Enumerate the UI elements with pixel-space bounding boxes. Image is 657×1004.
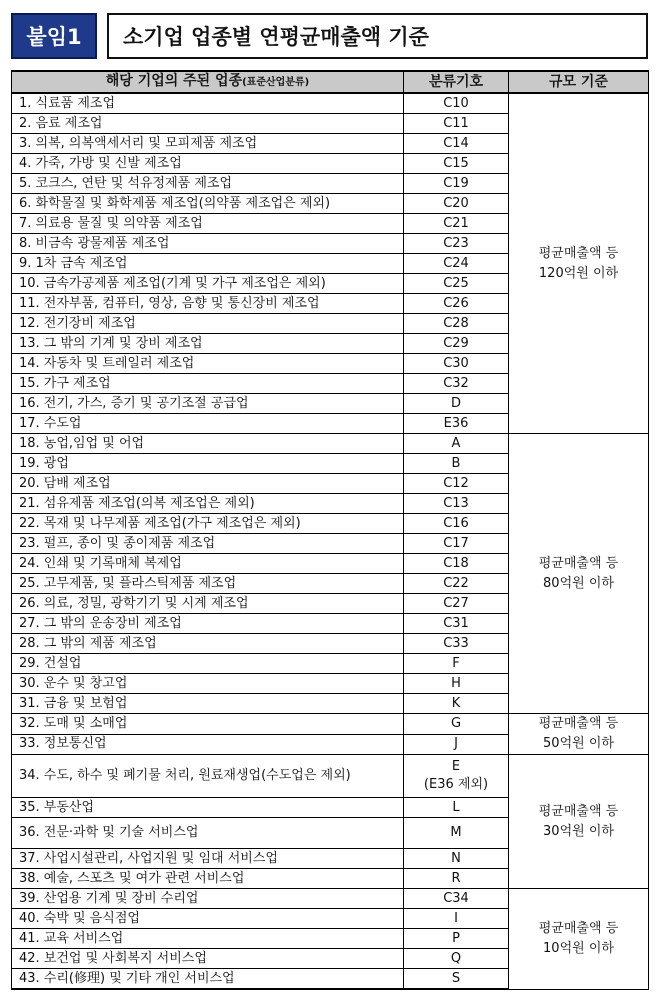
code-cell — [404, 294, 509, 314]
code-value: C34 — [443, 890, 469, 906]
code-value: C15 — [443, 155, 469, 171]
code-cell — [404, 674, 509, 694]
header-code: 분류기호 — [404, 71, 509, 93]
industry-cell: 17. 수도업 — [12, 414, 404, 434]
code-cell — [404, 929, 509, 949]
industry-cell: 10. 금속가공제품 제조업(기계 및 가구 제조업은 제외) — [12, 274, 404, 294]
code-cell — [404, 174, 509, 194]
code-cell — [404, 514, 509, 534]
code-cell — [404, 374, 509, 394]
code-cell — [404, 714, 509, 735]
header-industry-note: (표준산업분류) — [242, 77, 310, 88]
industry-cell: 11. 전자부품, 컴퓨터, 영상, 음향 및 통신장비 제조업 — [12, 294, 404, 314]
table-row — [12, 714, 649, 735]
industry-cell: 14. 자동차 및 트레일러 제조업 — [12, 354, 404, 374]
code-value: C29 — [443, 335, 469, 351]
code-value: E — [451, 759, 461, 774]
industry-cell: 25. 고무제품, 및 플라스틱제품 제조업 — [12, 574, 404, 594]
table-row — [12, 93, 649, 114]
industry-cell: 21. 섬유제품 제조업(의복 제조업은 제외) — [12, 494, 404, 514]
code-cell — [404, 798, 509, 818]
code-value: C21 — [443, 215, 469, 231]
code-value: G — [450, 715, 462, 731]
size-standard-cell — [509, 93, 649, 434]
industry-cell: 1. 식료품 제조업 — [12, 93, 404, 114]
code-value: K — [451, 695, 461, 711]
industry-cell: 2. 음료 제조업 — [12, 114, 404, 134]
code-cell — [404, 154, 509, 174]
code-value: C11 — [443, 115, 469, 131]
standard-line2: 120억원 이하 — [538, 265, 619, 281]
industry-cell: 23. 펄프, 종이 및 종이제품 제조업 — [12, 534, 404, 554]
code-cell — [404, 534, 509, 554]
code-cell — [404, 574, 509, 594]
industry-cell: 20. 담배 제조업 — [12, 474, 404, 494]
code-value: C27 — [443, 595, 469, 611]
code-value: M — [450, 825, 462, 840]
code-cell — [404, 594, 509, 614]
industry-cell: 37. 사업시설관리, 사업지원 및 임대 서비스업 — [12, 849, 404, 869]
code-value: C20 — [443, 195, 469, 211]
header-industry-label: 해당 기업의 주된 업종 — [105, 73, 243, 89]
code-cell — [404, 93, 509, 114]
code-cell — [404, 654, 509, 674]
code-value: I — [454, 910, 458, 926]
standard-line1: 평균매출액 등 — [538, 803, 619, 819]
code-value: B — [451, 455, 461, 471]
code-cell — [404, 434, 509, 454]
table-row — [12, 755, 649, 798]
industry-cell: 15. 가구 제조업 — [12, 374, 404, 394]
code-cell — [404, 414, 509, 434]
code-cell — [404, 254, 509, 274]
code-value: C19 — [443, 175, 469, 191]
code-cell — [404, 634, 509, 654]
code-cell — [404, 734, 509, 755]
code-cell — [404, 214, 509, 234]
size-standard-cell — [509, 755, 649, 889]
code-value: C25 — [443, 275, 469, 291]
code-cell — [404, 274, 509, 294]
industry-cell: 29. 건설업 — [12, 654, 404, 674]
industry-cell: 5. 코크스, 연탄 및 석유정제품 제조업 — [12, 174, 404, 194]
code-cell — [404, 314, 509, 334]
code-value: C32 — [443, 375, 469, 391]
industry-cell: 24. 인쇄 및 기록매체 복제업 — [12, 554, 404, 574]
code-value: C24 — [443, 255, 469, 271]
code-cell — [404, 755, 509, 798]
code-cell — [404, 849, 509, 869]
code-cell — [404, 234, 509, 254]
code-cell — [404, 114, 509, 134]
industry-cell: 40. 숙박 및 음식점업 — [12, 909, 404, 929]
code-value: Q — [450, 950, 462, 966]
code-value: C28 — [443, 315, 469, 331]
standard-line1: 평균매출액 등 — [538, 716, 619, 731]
code-value: C23 — [443, 235, 469, 251]
code-value: S — [451, 970, 461, 986]
standard-line2: 10억원 이하 — [543, 940, 614, 956]
code-value: E36 — [443, 415, 469, 431]
header-industry — [12, 71, 404, 93]
industry-cell: 28. 그 밖의 제품 제조업 — [12, 634, 404, 654]
industry-cell: 36. 전문·과학 및 기술 서비스업 — [12, 818, 404, 849]
industry-cell: 12. 전기장비 제조업 — [12, 314, 404, 334]
code-cell — [404, 334, 509, 354]
code-value: C26 — [443, 295, 469, 311]
industry-cell: 7. 의료용 물질 및 의약품 제조업 — [12, 214, 404, 234]
size-criteria-table — [11, 70, 649, 990]
size-standard-cell — [509, 889, 649, 990]
industry-cell: 18. 농업,임업 및 어업 — [12, 434, 404, 454]
industry-cell: 41. 교육 서비스업 — [12, 929, 404, 949]
industry-cell: 38. 예술, 스포츠 및 여가 관련 서비스업 — [12, 869, 404, 889]
code-value: C22 — [443, 575, 469, 591]
code-cell — [404, 969, 509, 990]
industry-cell: 22. 목재 및 나무제품 제조업(가구 제조업은 제외) — [12, 514, 404, 534]
industry-cell: 16. 전기, 가스, 증기 및 공기조절 공급업 — [12, 394, 404, 414]
industry-cell: 35. 부동산업 — [12, 798, 404, 818]
code-cell — [404, 614, 509, 634]
code-cell — [404, 694, 509, 714]
industry-cell: 3. 의복, 의복액세서리 및 모피제품 제조업 — [12, 134, 404, 154]
code-cell — [404, 354, 509, 374]
code-value: A — [451, 435, 461, 451]
standard-line1: 평균매출액 등 — [538, 555, 619, 571]
code-cell — [404, 909, 509, 929]
standard-line2: 50억원 이하 — [543, 736, 614, 751]
code-value: C16 — [443, 515, 469, 531]
code-cell — [404, 454, 509, 474]
industry-cell: 34. 수도, 하수 및 폐기물 처리, 원료재생업(수도업은 제외) — [12, 755, 404, 798]
code-cell — [404, 949, 509, 969]
code-cell — [404, 474, 509, 494]
industry-cell: 43. 수리(修理) 및 기타 개인 서비스업 — [12, 969, 404, 990]
page-title: 소기업 업종별 연평균매출액 기준 — [107, 13, 648, 59]
industry-cell: 8. 비금속 광물제품 제조업 — [12, 234, 404, 254]
code-cell — [404, 889, 509, 909]
table-row — [12, 434, 649, 454]
code-cell — [404, 394, 509, 414]
code-value: C17 — [443, 535, 469, 551]
industry-cell: 32. 도매 및 소매업 — [12, 714, 404, 735]
code-value: C10 — [443, 95, 469, 111]
code-note: (E36 제외) — [423, 777, 489, 792]
code-value: D — [450, 395, 461, 411]
size-standard-cell — [509, 434, 649, 714]
table-body — [12, 93, 649, 989]
code-cell — [404, 494, 509, 514]
code-value: R — [451, 870, 461, 886]
standard-line2: 30억원 이하 — [543, 823, 614, 839]
industry-cell: 26. 의료, 정밀, 광학기기 및 시계 제조업 — [12, 594, 404, 614]
industry-cell: 39. 산업용 기계 및 장비 수리업 — [12, 889, 404, 909]
industry-cell: 31. 금융 및 보험업 — [12, 694, 404, 714]
industry-cell: 42. 보건업 및 사회복지 서비스업 — [12, 949, 404, 969]
code-value: P — [452, 930, 460, 946]
industry-cell: 27. 그 밖의 운송장비 제조업 — [12, 614, 404, 634]
size-standard-cell — [509, 714, 649, 755]
code-value: L — [452, 799, 460, 815]
code-value: C30 — [443, 355, 469, 371]
table-row — [12, 889, 649, 909]
code-cell — [404, 134, 509, 154]
industry-cell: 30. 운수 및 창고업 — [12, 674, 404, 694]
code-value: C14 — [443, 135, 469, 151]
code-cell — [404, 194, 509, 214]
code-value: J — [454, 736, 458, 752]
code-cell — [404, 869, 509, 889]
code-cell — [404, 818, 509, 849]
industry-cell: 33. 정보통신업 — [12, 734, 404, 755]
standard-line1: 평균매출액 등 — [538, 920, 619, 936]
code-value: H — [451, 675, 461, 691]
code-value: C31 — [443, 615, 469, 631]
industry-cell: 4. 가죽, 가방 및 신발 제조업 — [12, 154, 404, 174]
standard-line2: 80억원 이하 — [543, 575, 614, 591]
industry-cell: 19. 광업 — [12, 454, 404, 474]
header-standard: 규모 기준 — [509, 71, 649, 93]
table-header-row — [12, 71, 649, 93]
industry-cell: 6. 화학물질 및 화학제품 제조업(의약품 제조업은 제외) — [12, 194, 404, 214]
code-value: C12 — [443, 475, 469, 491]
attachment-badge: 붙임1 — [11, 13, 97, 59]
code-value: C18 — [443, 555, 469, 571]
industry-cell: 13. 그 밖의 기계 및 장비 제조업 — [12, 334, 404, 354]
standard-line1: 평균매출액 등 — [538, 245, 619, 261]
code-value: F — [452, 655, 460, 671]
code-value: C13 — [443, 495, 469, 511]
industry-cell: 9. 1차 금속 제조업 — [12, 254, 404, 274]
code-cell — [404, 554, 509, 574]
title-bar — [11, 13, 648, 59]
code-value: C33 — [443, 635, 469, 651]
code-value: N — [451, 850, 461, 866]
